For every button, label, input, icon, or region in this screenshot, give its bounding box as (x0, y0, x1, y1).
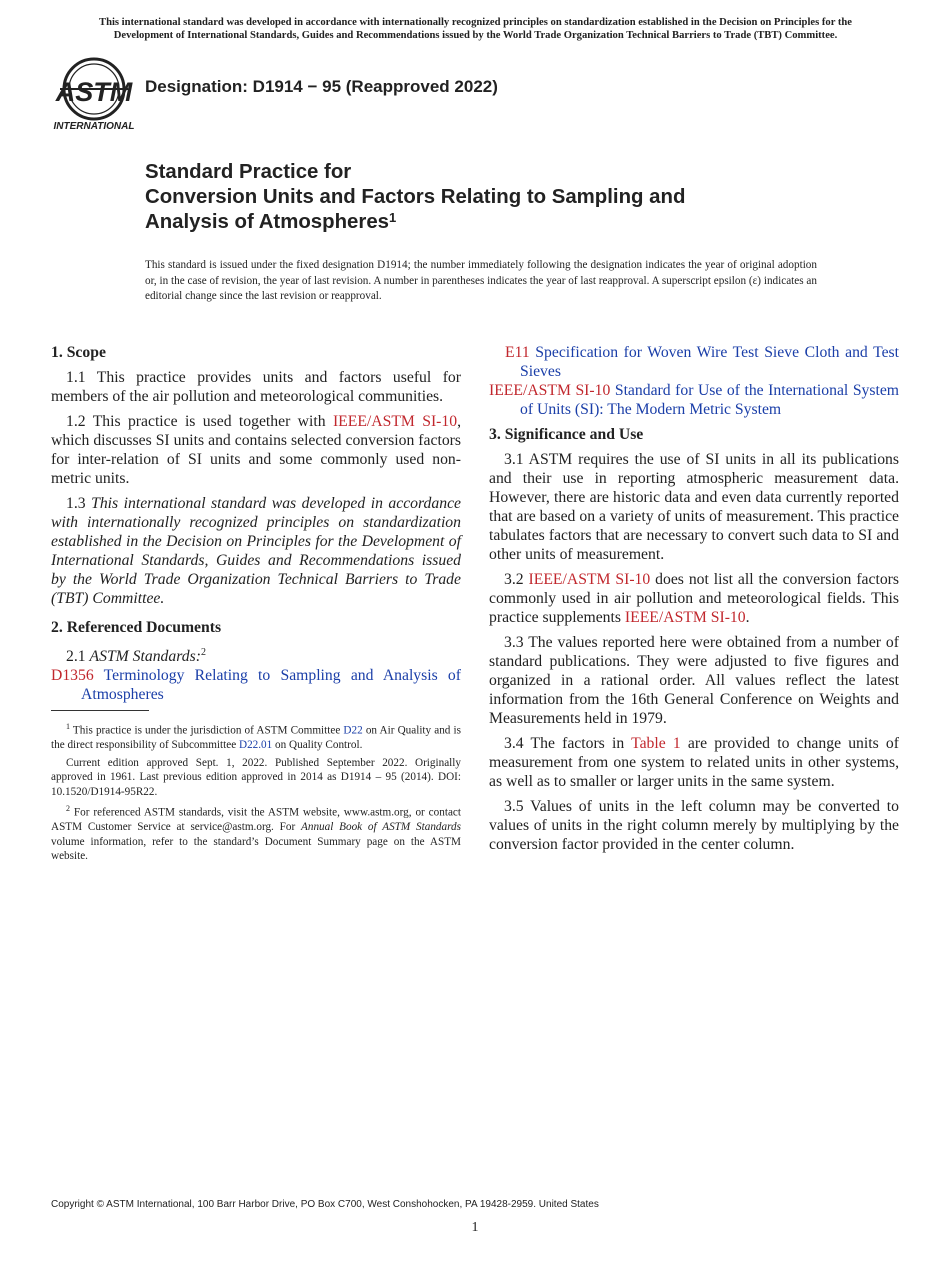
adoption-notice-line-1: This international standard was developed in accordance with internationally recognized principles on standardization established in the Decision on Principles for the (99, 17, 852, 28)
section-heading-referenced-documents: 2. Referenced Documents (51, 619, 222, 636)
reference-code-link[interactable]: IEEE/ASTM SI-10 (489, 382, 611, 399)
si10-link[interactable]: IEEE/ASTM SI-10 (624, 609, 746, 626)
page-number: 1 (471, 1220, 479, 1235)
astm-logo (52, 57, 136, 133)
committee-d22-link[interactable]: D22 (343, 724, 363, 737)
paragraph-3-5: 3.5 Values of units in the left column may be converted to values of units in the right column merely by multiplying by the conversion factor provided in the center column. (489, 798, 899, 853)
adoption-notice (48, 17, 903, 42)
astm-logo-caption: INTERNATIONAL (53, 121, 135, 132)
footnote-rule (51, 710, 149, 711)
reference-d1356 (51, 666, 461, 704)
right-column (489, 343, 899, 860)
subcommittee-d22-01-link[interactable]: D22.01 (238, 739, 273, 752)
title-line-2: Conversion Units and Factors Relating to Sampling and (145, 186, 686, 208)
paragraph-3-1: 3.1 ASTM requires the use of SI units in all its publications and their use in reporting atmospheric measurement data. However, there are historic data and even data currently reported that are based on a variety of units of measurement. This practice tabulates factors that are necessary to convert such data to SI and other units of measurement. (489, 451, 899, 563)
document-title (145, 160, 845, 235)
paragraph-1-3: 1.3 This international standard was developed in accordance with internationally recognized principles on standardization established in the Decision on Principles for the Development of International Standards, Guides and Recommendations issued by the World Trade Organization Technical Barriers to Trade (TBT) Committee. (51, 495, 462, 607)
paragraph-3-3: 3.3 The values reported here were obtained from a number of standard publications. They were adjusted to five figures and organized in a rational order. All values reflect the latest information from the 16th General Conference on Weights and Measurements held in 1979. (489, 634, 899, 727)
table-1-link[interactable]: Table 1 (631, 735, 681, 752)
paragraph-3-2: 3.2 IEEE/ASTM SI-10 does not list all the conversion factors commonly used in air pollution and meteorological fields. This practice supplements IEEE/ASTM SI-10. (489, 571, 900, 626)
reference-e11 (489, 343, 899, 381)
issuance-statement: This standard is issued under the fixed designation D1914; the number immediately following the designation indicates the year of original adoption or, in the case of revision, the year of last revision. A number in parentheses indicates the year of last reapproval. A superscript epsilon (ε) indicates an editorial change since the last revision or reapproval. (145, 259, 817, 302)
paragraph-1-2: 1.2 This practice is used together with IEEE/ASTM SI-10, which discusses SI units and contains selected conversion factors for inter-relation of SI units and some commonly used non-metric units. (51, 413, 462, 487)
si10-link[interactable]: IEEE/ASTM SI-10 (332, 413, 458, 430)
paragraph-1-1: 1.1 This practice provides units and factors useful for members of the air pollution and meteorological communities. (51, 369, 461, 405)
reference-title-link[interactable]: Specification for Woven Wire Test Sieve Cloth and Test Sieves (520, 344, 900, 380)
left-column (51, 343, 461, 704)
title-line-3: Analysis of Atmospheres$^1$ (145, 210, 397, 233)
footnote-2: $^2$ For referenced ASTM standards, visit the ASTM website, www.astm.org, or contact ASTM Customer Service at service@astm.org. For Annual Book of ASTM Standards volume information, refer to the standard’s Document Summary page on the ASTM website. (51, 804, 461, 863)
footnotes (51, 720, 461, 867)
paragraph-3-4: 3.4 The factors in Table 1 are provided to change units of measurement from one system to related units in other systems, as well as to smaller or larger units in the same system. (489, 735, 899, 790)
astm-standards-label: 2.1 ASTM Standards:$^2$ (66, 647, 206, 666)
astm-logo-letters: ASTM (55, 77, 133, 107)
designation: Designation: D1914 − 95 (Reapproved 2022) (145, 77, 498, 96)
reference-title-link[interactable]: Standard for Use of the International System of Units (SI): The Modern Metric System (520, 382, 900, 418)
copyright-notice: Copyright © ASTM International, 100 Barr Harbor Drive, PO Box C700, West Conshohocken, PA 19428-2959. United States (51, 1199, 599, 1210)
reference-si10 (489, 381, 899, 419)
reference-code-link[interactable]: E11 (505, 344, 530, 361)
title-line-1: Standard Practice for (145, 161, 352, 183)
footnote-1: $^1$ This practice is under the jurisdiction of ASTM Committee D22 on Air Quality and is the direct responsibility of Subcommittee D22.01 on Quality Control. (51, 722, 461, 752)
si10-link[interactable]: IEEE/ASTM SI-10 (528, 571, 651, 588)
section-heading-scope: 1. Scope (51, 344, 106, 361)
footnote-1-edition: Current edition approved Sept. 1, 2022. Published September 2022. Originally approved in 1961. Last previous edition approved in 2014 as D1914 – 95 (2014). DOI: 10.1520/D1914-95R22. (51, 756, 461, 798)
adoption-notice-line-2: Development of International Standards, Guides and Recommendations issued by the World Trade Organization Technical Barriers to Trade (TBT) Committee. (113, 29, 838, 41)
reference-code-link[interactable]: D1356 (51, 667, 94, 685)
reference-title-link[interactable]: Terminology Relating to Sampling and Analysis of Atmospheres (81, 667, 462, 704)
section-heading-significance: 3. Significance and Use (489, 426, 644, 443)
title-footnote-mark: 1 (389, 210, 397, 225)
